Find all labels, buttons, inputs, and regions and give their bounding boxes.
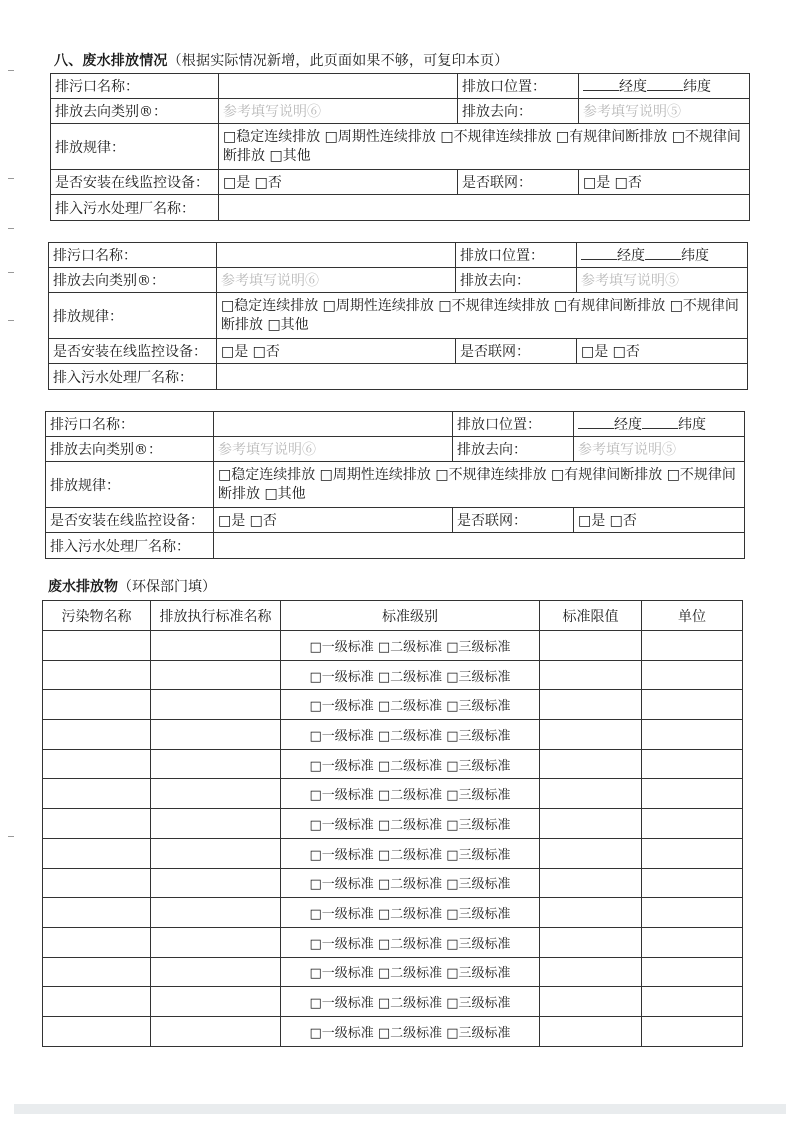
outlet-name-field[interactable] <box>219 74 458 99</box>
unit-cell[interactable] <box>642 660 743 690</box>
unit-cell[interactable] <box>642 898 743 928</box>
pollutant-name-cell[interactable] <box>43 987 151 1017</box>
pollutant-name-cell[interactable] <box>43 660 151 690</box>
scan-edge-mark <box>8 178 14 179</box>
standard-limit-cell[interactable] <box>540 720 642 750</box>
standard-grade-cell[interactable]: □一级标准 □二级标准 □三级标准 <box>281 779 540 809</box>
unit-cell[interactable] <box>642 690 743 720</box>
pollutant-name-cell[interactable] <box>43 957 151 987</box>
destination-label: 排放去向： <box>456 268 577 293</box>
table-row <box>43 868 743 898</box>
plant-field[interactable] <box>219 195 750 221</box>
network-options[interactable]: □是 □否 <box>579 170 750 195</box>
longitude-blank[interactable] <box>581 247 617 260</box>
pollutant-name-cell[interactable] <box>43 927 151 957</box>
standard-limit-cell[interactable] <box>540 690 642 720</box>
standard-grade-cell[interactable]: □一级标准 □二级标准 □三级标准 <box>281 927 540 957</box>
standard-grade-cell[interactable]: □一级标准 □二级标准 □三级标准 <box>281 898 540 928</box>
pollutant-name-cell[interactable] <box>43 809 151 839</box>
network-options[interactable]: □是 □否 <box>577 339 748 364</box>
standard-grade-cell[interactable]: □一级标准 □二级标准 □三级标准 <box>281 868 540 898</box>
standard-name-cell[interactable] <box>151 749 281 779</box>
header-pollutant-name: 污染物名称 <box>43 601 151 631</box>
monitoring-label: 是否安装在线监控设备： <box>46 508 214 533</box>
table-row <box>43 957 743 987</box>
unit-cell[interactable] <box>642 631 743 661</box>
standard-limit-cell[interactable] <box>540 987 642 1017</box>
standard-grade-cell[interactable]: □一级标准 □二级标准 □三级标准 <box>281 690 540 720</box>
standard-limit-cell[interactable] <box>540 779 642 809</box>
monitoring-label: 是否安装在线监控设备： <box>51 170 219 195</box>
latitude-label: 纬度 <box>683 79 711 95</box>
unit-cell[interactable] <box>642 749 743 779</box>
plant-label: 排入污水处理厂名称： <box>49 364 217 390</box>
standard-name-cell[interactable] <box>151 690 281 720</box>
pattern-options[interactable]: □稳定连续排放 □周期性连续排放 □不规律连续排放 □有规律间断排放 □不规律间断排放 □其他 <box>214 462 745 508</box>
outlet-block-1 <box>50 73 750 221</box>
latitude-blank[interactable] <box>645 247 681 260</box>
monitoring-label: 是否安装在线监控设备： <box>49 339 217 364</box>
longitude-blank[interactable] <box>583 78 619 91</box>
unit-cell[interactable] <box>642 779 743 809</box>
pattern-options[interactable]: □稳定连续排放 □周期性连续排放 □不规律连续排放 □有规律间断排放 □不规律间断排放 □其他 <box>217 293 748 339</box>
outlet-position-field[interactable] <box>577 243 748 268</box>
longitude-blank[interactable] <box>578 416 614 429</box>
destination-type-field[interactable]: 参考填写说明⑥ <box>219 99 458 124</box>
standard-name-cell[interactable] <box>151 987 281 1017</box>
header-standard-name: 排放执行标准名称 <box>151 601 281 631</box>
standard-name-cell[interactable] <box>151 1016 281 1046</box>
pollutant-name-cell[interactable] <box>43 631 151 661</box>
standard-name-cell[interactable] <box>151 838 281 868</box>
plant-field[interactable] <box>217 364 748 390</box>
destination-label: 排放去向： <box>453 437 574 462</box>
standard-grade-cell[interactable]: □一级标准 □二级标准 □三级标准 <box>281 809 540 839</box>
table-row <box>43 927 743 957</box>
destination-type-label: 排放去向类别®： <box>51 99 219 124</box>
destination-type-field[interactable]: 参考填写说明⑥ <box>214 437 453 462</box>
table-row <box>43 838 743 868</box>
plant-label: 排入污水处理厂名称： <box>46 533 214 559</box>
standard-limit-cell[interactable] <box>540 631 642 661</box>
scan-edge-mark <box>8 836 14 837</box>
unit-cell[interactable] <box>642 838 743 868</box>
standard-grade-cell[interactable]: □一级标准 □二级标准 □三级标准 <box>281 957 540 987</box>
standard-grade-cell[interactable]: □一级标准 □二级标准 □三级标准 <box>281 749 540 779</box>
scan-edge-mark <box>8 272 14 273</box>
table-row <box>43 1016 743 1046</box>
standard-name-cell[interactable] <box>151 660 281 690</box>
standard-limit-cell[interactable] <box>540 1016 642 1046</box>
standard-limit-cell[interactable] <box>540 660 642 690</box>
standard-limit-cell[interactable] <box>540 868 642 898</box>
standard-name-cell[interactable] <box>151 779 281 809</box>
network-label: 是否联网： <box>458 170 579 195</box>
monitoring-options[interactable]: □是 □否 <box>217 339 456 364</box>
pollutant-name-cell[interactable] <box>43 898 151 928</box>
destination-type-field[interactable]: 参考填写说明⑥ <box>217 268 456 293</box>
standard-name-cell[interactable] <box>151 868 281 898</box>
pollutant-name-cell[interactable] <box>43 749 151 779</box>
table-row <box>43 749 743 779</box>
standard-limit-cell[interactable] <box>540 749 642 779</box>
destination-field[interactable]: 参考填写说明⑤ <box>579 99 750 124</box>
pollutant-name-cell[interactable] <box>43 720 151 750</box>
scan-edge-mark <box>8 228 14 229</box>
standard-limit-cell[interactable] <box>540 838 642 868</box>
unit-cell[interactable] <box>642 809 743 839</box>
destination-field[interactable]: 参考填写说明⑤ <box>574 437 745 462</box>
standard-limit-cell[interactable] <box>540 927 642 957</box>
unit-cell[interactable] <box>642 927 743 957</box>
outlet-position-label: 排放口位置： <box>456 243 577 268</box>
unit-cell[interactable] <box>642 957 743 987</box>
table-row <box>43 779 743 809</box>
scan-footer-band <box>14 1104 786 1114</box>
outlet-position-field[interactable] <box>579 74 750 99</box>
standard-name-cell[interactable] <box>151 957 281 987</box>
unit-cell[interactable] <box>642 868 743 898</box>
standard-grade-cell[interactable]: □一级标准 □二级标准 □三级标准 <box>281 987 540 1017</box>
section-title-note: （根据实际情况新增，此页面如果不够，可复印本页） <box>167 53 509 69</box>
latitude-blank[interactable] <box>647 78 683 91</box>
outlet-position-label: 排放口位置： <box>453 412 574 437</box>
destination-type-label: 排放去向类别®： <box>46 437 214 462</box>
latitude-blank[interactable] <box>642 416 678 429</box>
outlet-block-2 <box>48 242 748 390</box>
pollutant-rows <box>43 631 743 1047</box>
destination-type-label: 排放去向类别®： <box>49 268 217 293</box>
table-row <box>43 809 743 839</box>
network-label: 是否联网： <box>456 339 577 364</box>
standard-limit-cell[interactable] <box>540 809 642 839</box>
table-row <box>43 720 743 750</box>
outlet-name-label: 排污口名称： <box>49 243 217 268</box>
standard-grade-cell[interactable]: □一级标准 □二级标准 □三级标准 <box>281 838 540 868</box>
longitude-label: 经度 <box>614 417 642 433</box>
longitude-label: 经度 <box>617 248 645 264</box>
pollutant-table <box>42 600 743 1047</box>
unit-cell[interactable] <box>642 720 743 750</box>
pattern-options[interactable]: □稳定连续排放 □周期性连续排放 □不规律连续排放 □有规律间断排放 □不规律间断排放 □其他 <box>219 124 750 170</box>
scan-edge-mark <box>8 320 14 321</box>
table-row <box>43 631 743 661</box>
table-row <box>43 660 743 690</box>
plant-label: 排入污水处理厂名称： <box>51 195 219 221</box>
section-title: 八、废水排放情况（根据实际情况新增，此页面如果不够，可复印本页） <box>54 53 509 69</box>
scan-edge-mark <box>8 70 14 71</box>
destination-field[interactable]: 参考填写说明⑤ <box>577 268 748 293</box>
pollutant-name-cell[interactable] <box>43 690 151 720</box>
pollutant-name-cell[interactable] <box>43 779 151 809</box>
standard-grade-cell[interactable]: □一级标准 □二级标准 □三级标准 <box>281 720 540 750</box>
destination-label: 排放去向： <box>458 99 579 124</box>
longitude-label: 经度 <box>619 79 647 95</box>
outlet-name-field[interactable] <box>217 243 456 268</box>
pattern-label: 排放规律： <box>51 124 219 170</box>
table-row <box>43 690 743 720</box>
outlet-name-field[interactable] <box>214 412 453 437</box>
outlet-name-label: 排污口名称： <box>46 412 214 437</box>
network-label: 是否联网： <box>453 508 574 533</box>
plant-field[interactable] <box>214 533 745 559</box>
standard-grade-cell[interactable]: □一级标准 □二级标准 □三级标准 <box>281 1016 540 1046</box>
standard-name-cell[interactable] <box>151 720 281 750</box>
outlet-position-field[interactable] <box>574 412 745 437</box>
pollutant-name-cell[interactable] <box>43 868 151 898</box>
standard-name-cell[interactable] <box>151 631 281 661</box>
pattern-label: 排放规律： <box>46 462 214 508</box>
standard-name-cell[interactable] <box>151 927 281 957</box>
outlet-block-3 <box>45 411 745 559</box>
network-options[interactable]: □是 □否 <box>574 508 745 533</box>
standard-name-cell[interactable] <box>151 898 281 928</box>
pollutant-section-title: 废水排放物（环保部门填） <box>48 579 216 595</box>
outlet-name-label: 排污口名称： <box>51 74 219 99</box>
table-row <box>43 898 743 928</box>
monitoring-options[interactable]: □是 □否 <box>214 508 453 533</box>
latitude-label: 纬度 <box>681 248 709 264</box>
header-standard-limit: 标准限值 <box>540 601 642 631</box>
pollutant-section-note: （环保部门填） <box>118 579 216 595</box>
standard-name-cell[interactable] <box>151 809 281 839</box>
standard-grade-cell[interactable]: □一级标准 □二级标准 □三级标准 <box>281 631 540 661</box>
pollutant-name-cell[interactable] <box>43 838 151 868</box>
unit-cell[interactable] <box>642 987 743 1017</box>
header-unit: 单位 <box>642 601 743 631</box>
latitude-label: 纬度 <box>678 417 706 433</box>
header-standard-grade: 标准级别 <box>281 601 540 631</box>
pattern-label: 排放规律： <box>49 293 217 339</box>
outlet-position-label: 排放口位置： <box>458 74 579 99</box>
standard-grade-cell[interactable]: □一级标准 □二级标准 □三级标准 <box>281 660 540 690</box>
table-row <box>43 987 743 1017</box>
standard-limit-cell[interactable] <box>540 898 642 928</box>
pollutant-name-cell[interactable] <box>43 1016 151 1046</box>
unit-cell[interactable] <box>642 1016 743 1046</box>
standard-limit-cell[interactable] <box>540 957 642 987</box>
monitoring-options[interactable]: □是 □否 <box>219 170 458 195</box>
